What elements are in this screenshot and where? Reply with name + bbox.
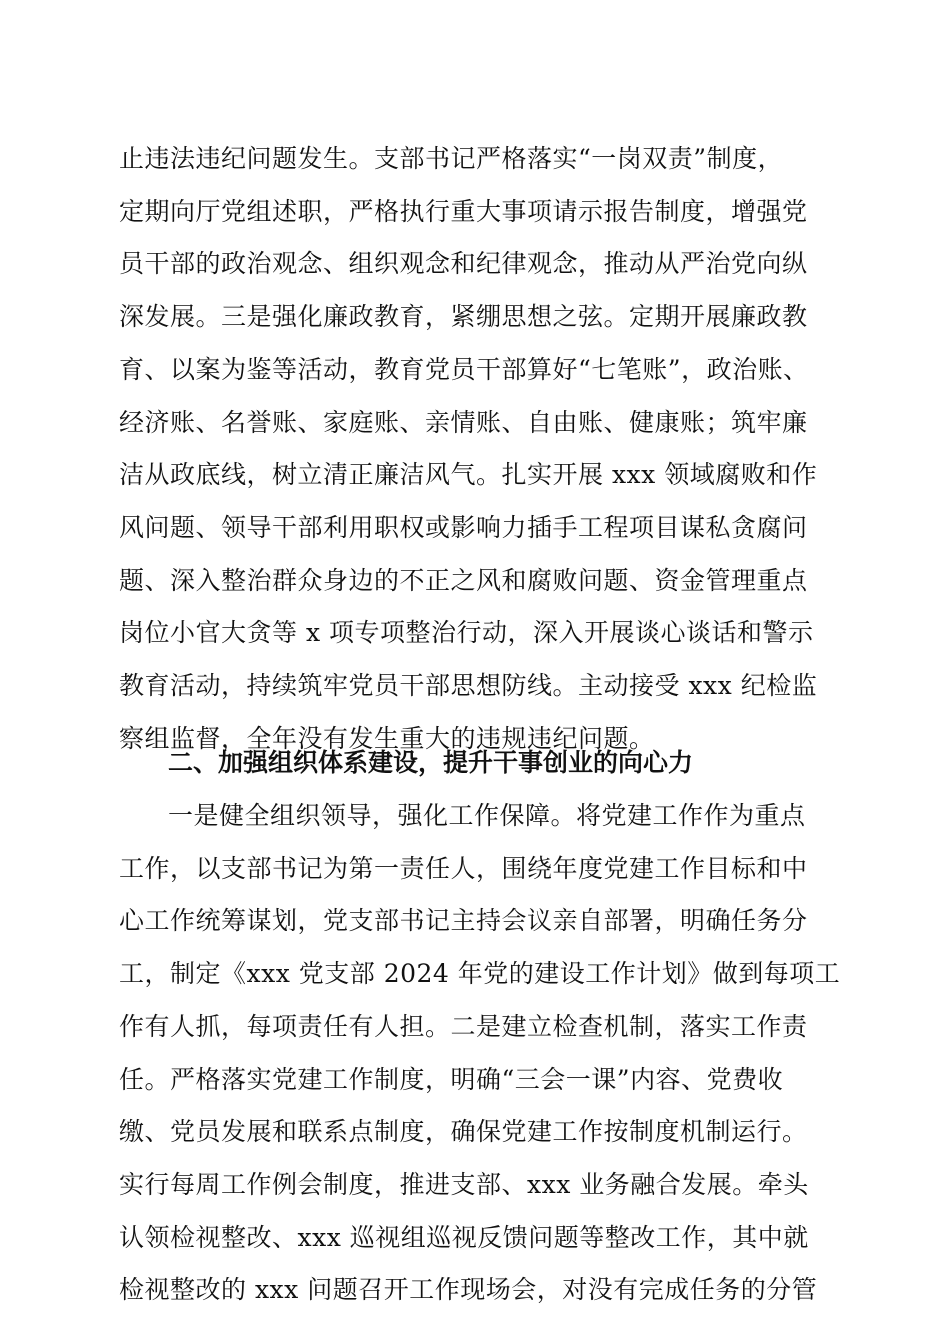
text-line: 一是健全组织领导，强化工作保障。将党建工作作为重点: [168, 801, 806, 830]
text-line: 心工作统筹谋划，党支部书记主持会议亲自部署，明确任务分: [119, 906, 808, 936]
text-line: 作有人抓，每项责任有人担。二是建立检查机制，落实工作责: [119, 1011, 808, 1041]
section-heading: 二、加强组织体系建设，提升干事创业的向心力: [168, 748, 694, 777]
text-line: 缴、党员发展和联系点制度，确保党建工作按制度机制运行。: [119, 1117, 808, 1147]
text-line: 教育活动，持续筑牢党员干部思想防线。主动接受 xxx 纪检监: [119, 671, 818, 700]
text-line: 察组监督，全年没有发生重大的违规违纪问题。: [119, 723, 655, 753]
text-line: 止违法违纪问题发生。支部书记严格落实“一岗双责”制度，: [119, 144, 784, 173]
text-line: 工作，以支部书记为第一责任人，围绕年度党建工作目标和中: [119, 853, 808, 883]
text-line: 洁从政底线，树立清正廉洁风气。扎实开展 xxx 领域腐败和作: [119, 460, 818, 490]
text-line: 风问题、领导干部利用职权或影响力插手工程项目谋私贪腐问: [119, 512, 808, 542]
text-line: 实行每周工作例会制度，推进支部、xxx 业务融合发展。牵头: [119, 1169, 809, 1199]
text-line: 检视整改的 xxx 问题召开工作现场会，对没有完成任务的分管: [119, 1275, 818, 1305]
text-line: 育、以案为鉴等活动，教育党员干部算好“七笔账”，政治账、: [119, 354, 809, 384]
text-line: 认领检视整改、xxx 巡视组巡视反馈问题等整改工作，其中就: [119, 1222, 809, 1252]
text-line: 深发展。三是强化廉政教育，紧绷思想之弦。定期开展廉政教: [119, 302, 808, 332]
text-line: 题、深入整治群众身边的不正之风和腐败问题、资金管理重点: [119, 565, 808, 595]
text-line: 员干部的政治观念、组织观念和纪律观念，推动从严治党向纵: [119, 249, 808, 279]
text-line: 工，制定《xxx 党支部 2024 年党的建设工作计划》做到每项工: [119, 959, 841, 989]
text-line: 岗位小官大贪等 x 项专项整治行动，深入开展谈心谈话和警示: [119, 618, 814, 648]
text-line: 任。严格落实党建工作制度，明确“三会一课”内容、党费收: [119, 1064, 784, 1094]
text-line: 经济账、名誉账、家庭账、亲情账、自由账、健康账；筑牢廉: [119, 407, 808, 437]
text-line: 定期向厅党组述职，严格执行重大事项请示报告制度，增强党: [119, 196, 808, 226]
